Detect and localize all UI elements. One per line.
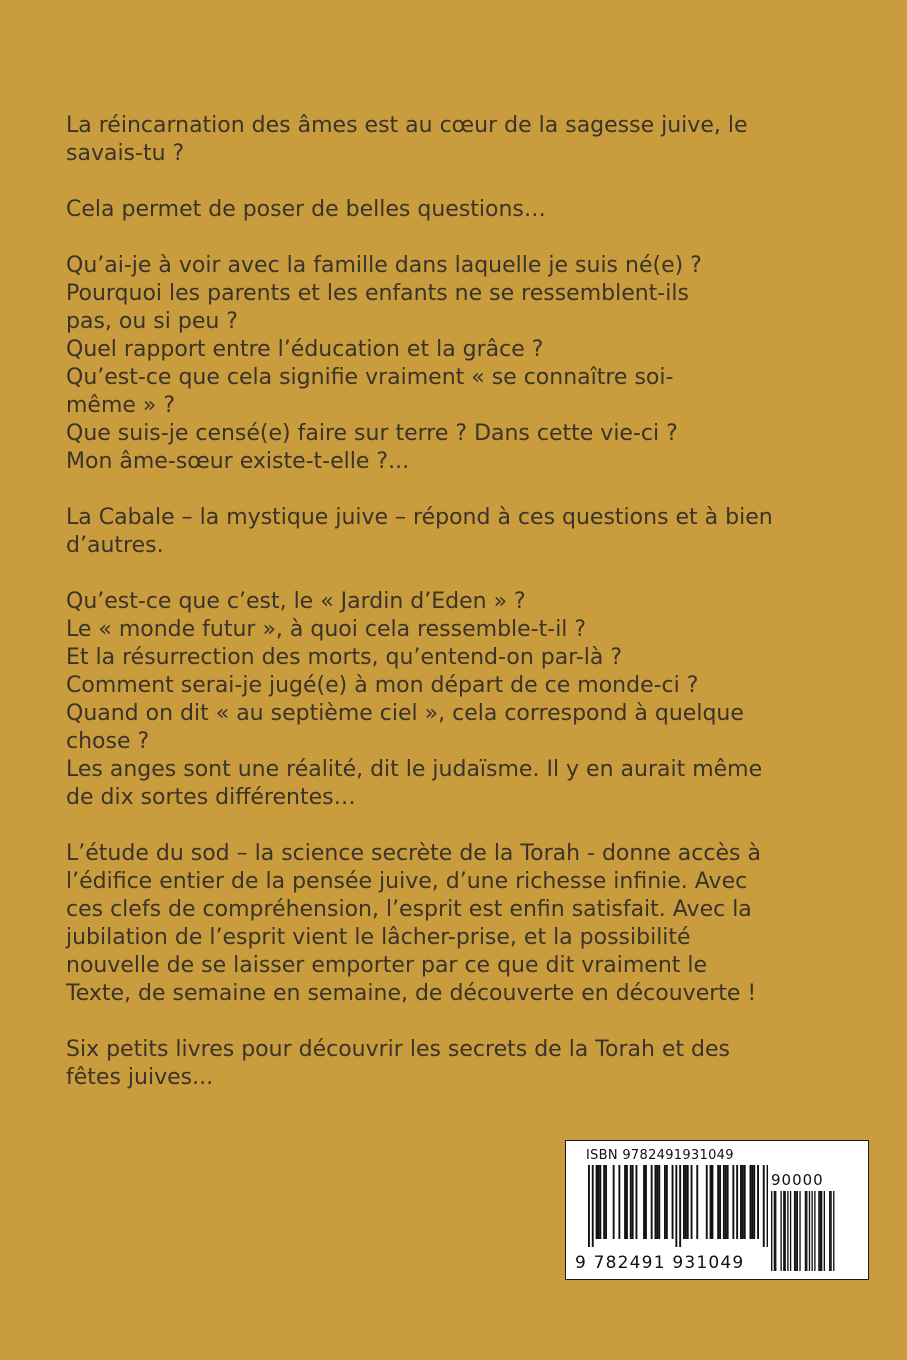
barcode-bar (785, 1191, 786, 1271)
barcode-bar (630, 1165, 632, 1239)
blurb-text (66, 112, 856, 1120)
barcode-bar (725, 1165, 727, 1239)
barcode-bar (691, 1165, 693, 1239)
blurb-line: de dix sortes différentes… (66, 785, 356, 810)
blurb-line: La réincarnation des âmes est au cœur de la sagesse juive, le (66, 113, 748, 138)
barcode-bar (651, 1165, 653, 1239)
blurb-line: fêtes juives... (66, 1065, 214, 1090)
isbn-barcode-box (565, 1140, 869, 1280)
barcode-bar (794, 1191, 795, 1271)
barcode-bar (763, 1165, 765, 1247)
barcode-bar (643, 1165, 645, 1239)
barcode-bar (783, 1191, 784, 1271)
ean13-barcode (588, 1165, 768, 1251)
blurb-line: Qu’est-ce que c’est, le « Jardin d’Eden » ? (66, 589, 526, 614)
barcode-bar (592, 1165, 594, 1247)
blurb-line: jubilation de l’esprit vient le lâcher-prise, et la possibilité (66, 925, 691, 950)
blurb-paragraph (66, 588, 856, 812)
barcode-bar (618, 1165, 620, 1239)
barcode-bar (683, 1165, 685, 1239)
blurb-line: Mon âme-sœur existe-t-elle ?... (66, 449, 410, 474)
blurb-line: même » ? (66, 393, 176, 418)
barcode-bar (679, 1165, 681, 1247)
barcode-bar (787, 1191, 788, 1271)
barcode-bar (712, 1165, 714, 1239)
barcode-bar (740, 1165, 742, 1239)
barcode-bar (806, 1191, 807, 1271)
barcode-bar (687, 1165, 689, 1239)
barcode-bar (797, 1191, 798, 1271)
barcode-bar (829, 1191, 830, 1271)
barcode-bar (736, 1165, 738, 1239)
barcode-bar (824, 1191, 825, 1271)
blurb-line: La Cabale – la mystique juive – répond à ces questions et à bien (66, 505, 773, 530)
barcode-bar (744, 1165, 746, 1239)
barcode-bar (645, 1165, 647, 1239)
barcode-bar (599, 1165, 601, 1239)
blurb-line: pas, ou si peu ? (66, 309, 238, 334)
blurb-line: Texte, de semaine en semaine, de découverte en découverte ! (66, 981, 757, 1006)
barcode-bar (664, 1165, 666, 1239)
barcode-bar (775, 1191, 776, 1271)
blurb-line: Que suis-je censé(e) faire sur terre ? Dans cette vie-ci ? (66, 421, 678, 446)
blurb-line: Qu’ai-je à voir avec la famille dans laquelle je suis né(e) ? (66, 253, 702, 278)
barcode-bar (780, 1191, 781, 1271)
barcode-bar (767, 1165, 768, 1247)
blurb-paragraph (66, 840, 856, 1008)
barcode-bar (719, 1165, 721, 1239)
barcode-bar (658, 1165, 660, 1239)
barcode-bar (753, 1165, 755, 1239)
barcode-bar (717, 1165, 719, 1239)
barcode-bar (605, 1165, 607, 1239)
barcode-bar (696, 1165, 698, 1239)
barcode-bar (727, 1165, 729, 1239)
barcode-bar (795, 1191, 796, 1271)
barcode-bar (666, 1165, 668, 1239)
barcode-bar (750, 1165, 752, 1239)
barcode-bar (833, 1191, 834, 1271)
addon-digits: 90000 (771, 1171, 824, 1189)
blurb-line: savais-tu ? (66, 141, 185, 166)
barcode-bar (588, 1165, 590, 1247)
blurb-line: Six petits livres pour découvrir les secrets de la Torah et des (66, 1037, 731, 1062)
barcode-bar (723, 1165, 725, 1239)
blurb-line: Pourquoi les parents et les enfants ne se ressemblent-ils (66, 281, 689, 306)
barcode-bar (655, 1165, 657, 1239)
blurb-line: ces clefs de compréhension, l’esprit est enfin satisfait. Avec la (66, 897, 752, 922)
barcode-bar (818, 1191, 819, 1271)
barcode-bar (613, 1165, 615, 1239)
barcode-bar (732, 1165, 734, 1239)
barcode-bar (706, 1165, 708, 1239)
barcode-bar (774, 1191, 775, 1271)
blurb-paragraph (66, 252, 856, 476)
barcode-bar (685, 1165, 687, 1239)
barcode-bar (672, 1165, 674, 1239)
blurb-line: Le « monde futur », à quoi cela ressemble-t-il ? (66, 617, 587, 642)
blurb-line: Et la résurrection des morts, qu’entend-on par-là ? (66, 645, 623, 670)
barcode-bar (656, 1165, 658, 1239)
blurb-line: Les anges sont une réalité, dit le judaïsme. Il y en aurait même (66, 757, 763, 782)
barcode-bar (757, 1165, 759, 1239)
barcode-bar (675, 1165, 677, 1247)
barcode-bar (820, 1191, 821, 1271)
barcode-bar (830, 1191, 831, 1271)
blurb-paragraph (66, 196, 856, 224)
barcode-bar (751, 1165, 753, 1239)
blurb-line: d’autres. (66, 533, 164, 558)
barcode-bar (821, 1191, 822, 1271)
blurb-line: Cela permet de poser de belles questions… (66, 197, 546, 222)
isbn-label: ISBN 9782491931049 (586, 1148, 734, 1163)
barcode-bar (596, 1165, 598, 1239)
barcode-bar (598, 1165, 600, 1239)
barcode-bar (790, 1191, 791, 1271)
barcode-bar (636, 1165, 638, 1239)
barcode-bar (742, 1165, 744, 1239)
blurb-paragraph (66, 112, 856, 168)
barcode-bar (805, 1191, 806, 1271)
blurb-line: chose ? (66, 729, 150, 754)
barcode-bar (812, 1191, 813, 1271)
blurb-line: nouvelle de se laisser emporter par ce que dit vraiment le (66, 953, 708, 978)
blurb-line: Comment serai-je jugé(e) à mon départ de ce monde-ci ? (66, 673, 699, 698)
blurb-line: Qu’est-ce que cela signifie vraiment « se connaître soi- (66, 365, 674, 390)
blurb-paragraph (66, 1036, 856, 1092)
barcode-bar (632, 1165, 634, 1239)
isbn-digits: 9 782491 931049 (575, 1253, 745, 1273)
blurb-paragraph (66, 504, 856, 560)
barcode-bar (799, 1191, 800, 1271)
barcode-bar (771, 1191, 772, 1271)
barcode-bar (814, 1191, 815, 1271)
blurb-line: L’étude du sod – la science secrète de la Torah - donne accès à (66, 841, 761, 866)
blurb-line: Quel rapport entre l’éducation et la grâce ? (66, 337, 544, 362)
barcode-bar (710, 1165, 712, 1239)
blurb-line: Quand on dit « au septième ciel », cela correspond à quelque (66, 701, 744, 726)
barcode-bar (809, 1191, 810, 1271)
blurb-line: l’édifice entier de la pensée juive, d’une richesse infinie. Avec (66, 869, 748, 894)
addon-barcode (771, 1191, 835, 1271)
barcode-bar (624, 1165, 626, 1239)
barcode-bar (603, 1165, 605, 1239)
barcode-bar (626, 1165, 628, 1239)
